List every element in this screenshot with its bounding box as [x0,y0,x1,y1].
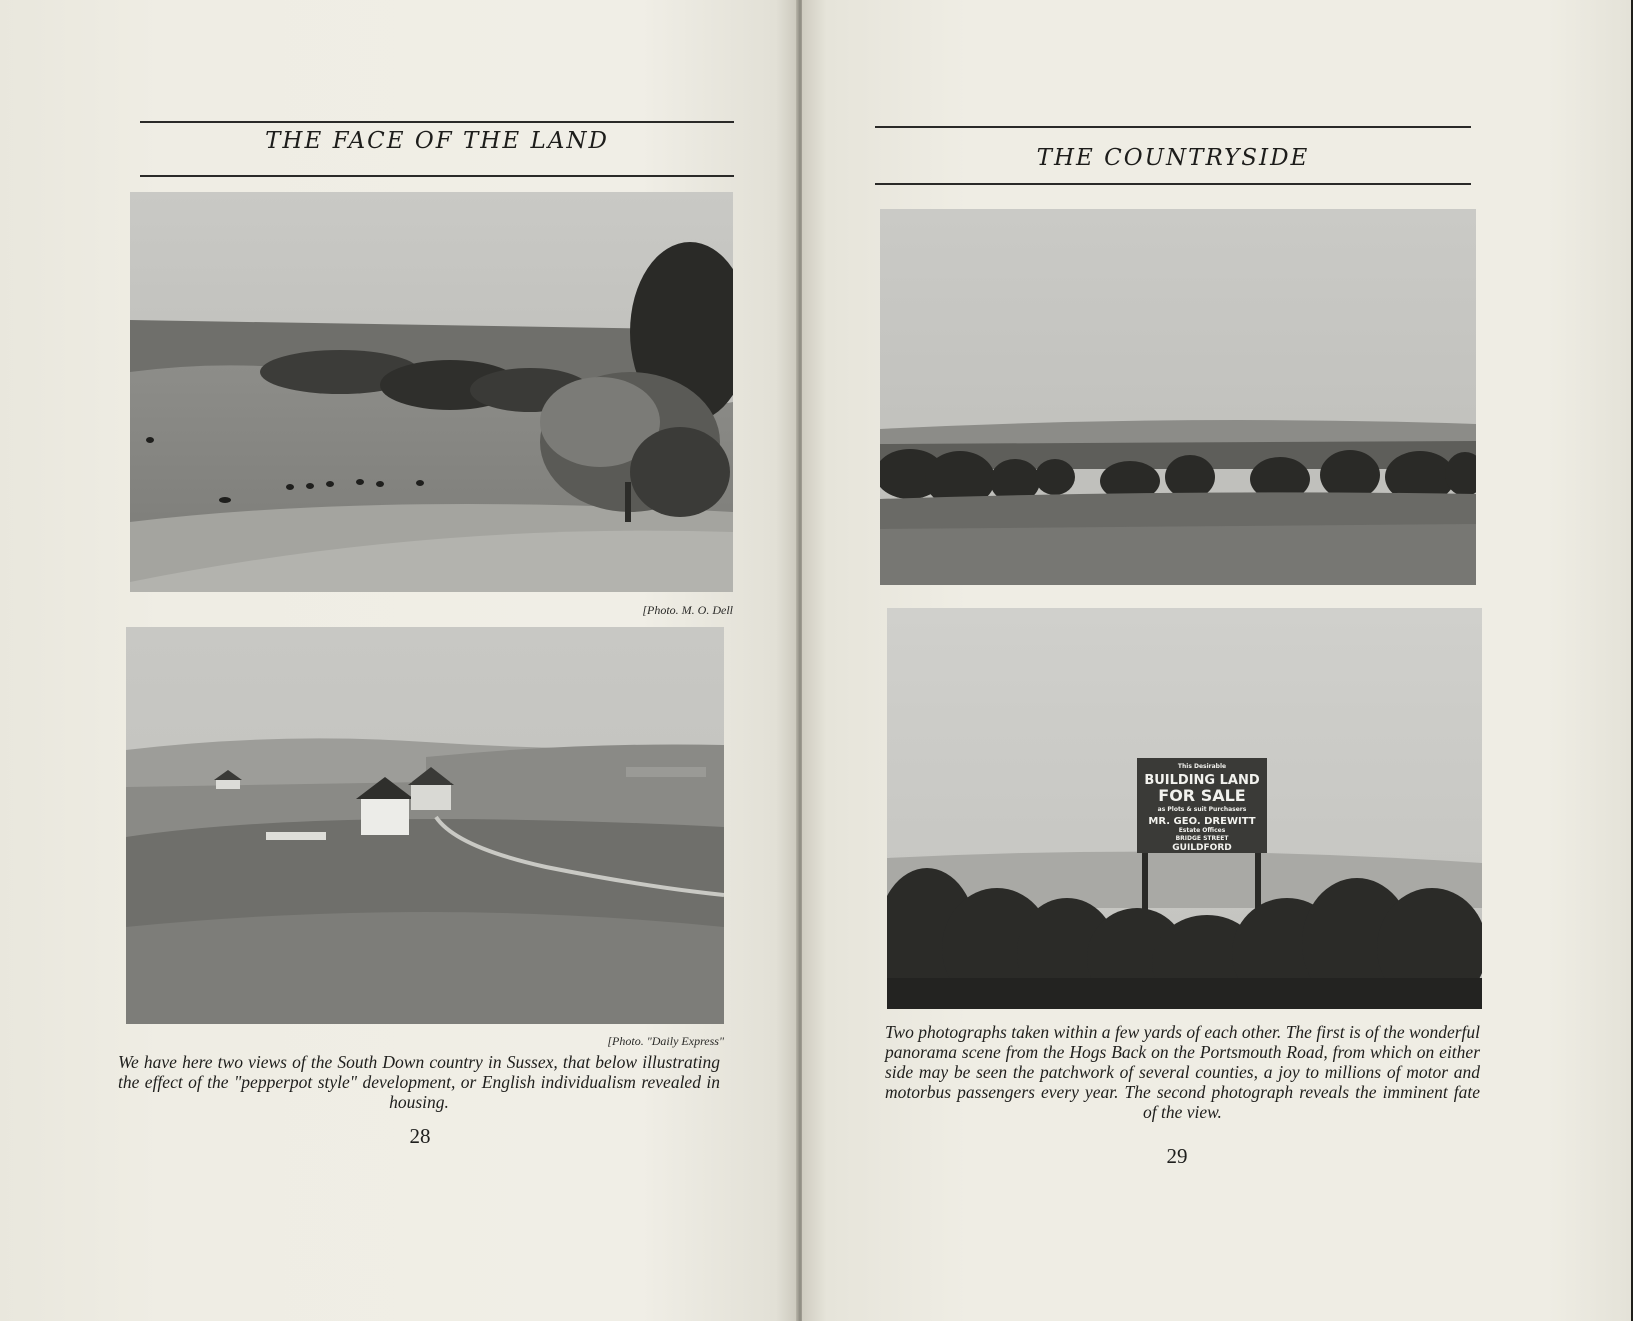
sign-line-7: BRIDGE STREET [1175,835,1229,842]
left-page-caption: We have here two views of the South Down country in Sussex, that below illustrating the effect of the "pepperpot style" development, or English individualism revealed in housing. [118,1052,720,1112]
sign-line-2: BUILDING LAND [1144,773,1260,788]
sign-line-6: Estate Offices [1178,827,1226,834]
right-page [802,0,1631,1321]
page-number-29: 29 [1166,1144,1188,1168]
sign-line-8: GUILDFORD [1172,843,1232,853]
south-downs-photo [130,192,733,592]
hogs-back-panorama-photo [880,209,1476,585]
sign-line-3: FOR SALE [1158,786,1246,805]
right-page-header: THE COUNTRYSIDE [1036,145,1310,171]
building-land-sign-photo [887,608,1482,1009]
pepperpot-housing-photo [126,627,724,1024]
page-number-28: 28 [409,1124,431,1148]
header-bottom-rule [140,175,734,177]
sign-line-4: as Plots & suit Purchasers [1157,806,1247,813]
bottom-photo-credit: [Photo. "Daily Express" [607,1034,724,1048]
left-page [0,0,800,1321]
top-photo-credit: [Photo. M. O. Dell [642,603,733,617]
header-top-rule [140,121,734,123]
sign-line-1: This Desirable [1177,763,1227,770]
left-page-header: THE FACE OF THE LAND [265,128,609,154]
right-page-caption: Two photographs taken within a few yards of each other. The first is of the wonderful panorama scene from the Hogs Back on the Portsmouth Road, from which on either side may be seen the patchwork of several counties, a joy to millions of motor and motorbus passengers every year. The second photograph reveals the imminent fate of the view. [885,1022,1480,1122]
header-top-rule [875,126,1471,128]
header-bottom-rule [875,183,1471,185]
sign-line-5: MR. GEO. DREWITT [1148,816,1256,827]
